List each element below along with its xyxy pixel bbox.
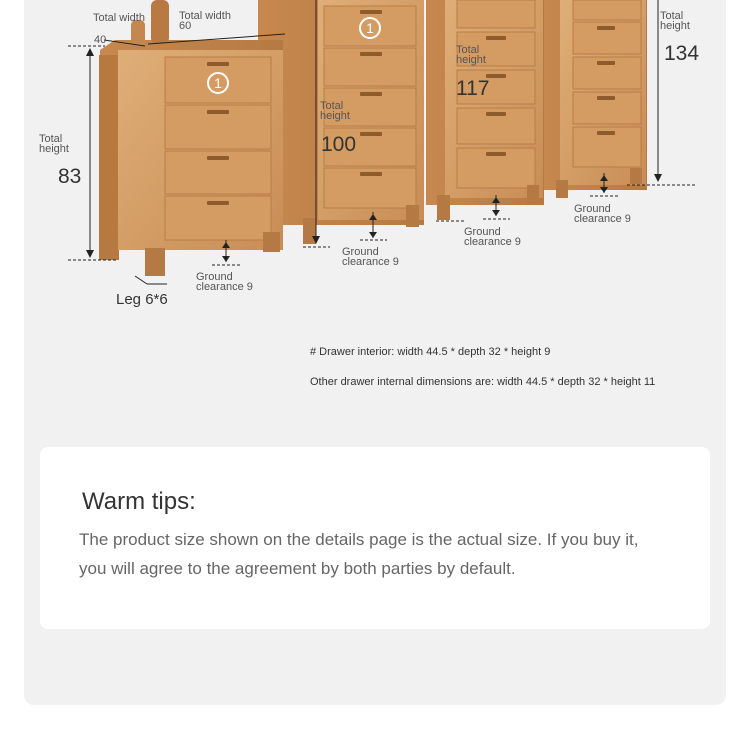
height-83: 83	[58, 165, 82, 188]
warm-tips-title: Warm tips:	[82, 488, 196, 515]
total-height-label-83: Total height	[39, 133, 69, 155]
svg-text:1: 1	[366, 20, 374, 36]
other-drawer-note: Other drawer internal dimensions are: width 44.5 * depth 32 * height 11	[310, 376, 656, 388]
total-height-label-117: Total height	[456, 44, 486, 66]
total-width-label-left: Total width	[93, 12, 145, 24]
ground-clearance-label-1: Ground clearance 9	[196, 271, 253, 293]
total-height-label-134: Total height	[660, 10, 690, 32]
height-134: 134	[664, 42, 700, 65]
ground-clearance-label-3: Ground clearance 9	[464, 226, 521, 248]
total-width-label-right: Total width	[179, 10, 231, 22]
total-height-label-100: Total height	[320, 100, 350, 122]
height-100: 100	[321, 133, 357, 156]
ground-clearance-label-2: Ground clearance 9	[342, 246, 399, 268]
total-width-value-left: 40	[94, 34, 107, 46]
dresser-117	[426, 0, 544, 220]
dresser-83	[99, 40, 283, 276]
drawer-interior-note: # Drawer interior: width 44.5 * depth 32 * height 9	[310, 346, 551, 358]
warm-tips-card	[40, 447, 710, 629]
dresser-dimension-figure	[0, 0, 750, 330]
height-117: 117	[456, 77, 490, 100]
leg-size-label: Leg 6*6	[116, 291, 168, 308]
warm-tips-body: The product size shown on the details page is the actual size. If you buy it, you will agree to the agreement by both parties by default.	[79, 530, 639, 578]
dresser-134	[543, 0, 647, 198]
total-width-value-right: 60	[179, 20, 192, 32]
svg-text:1: 1	[214, 75, 222, 91]
ground-clearance-label-4: Ground clearance 9	[574, 203, 631, 225]
